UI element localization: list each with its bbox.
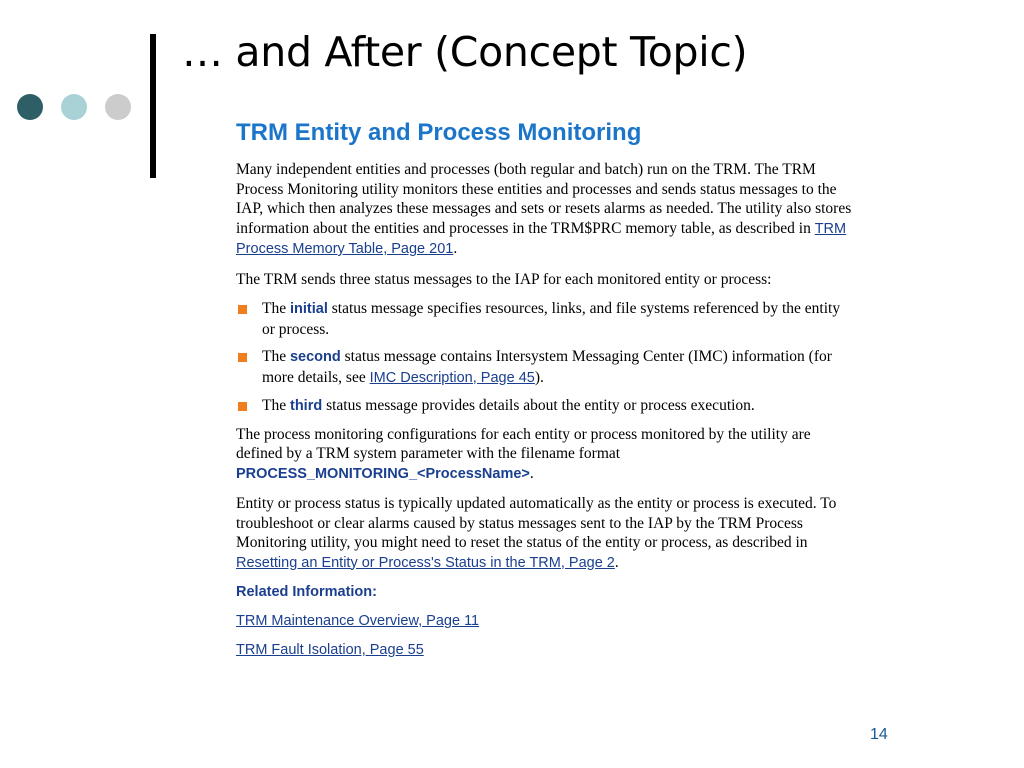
link-imc-description[interactable]: IMC Description, Page 45 — [369, 369, 535, 386]
paragraph-configuration-text: The process monitoring configurations for each entity or process monitored by the utility are defined by a TRM system parameter with the filename format — [236, 425, 811, 462]
related-information-heading: Related Information: — [236, 584, 377, 600]
list-item-tail: ). — [534, 368, 544, 386]
related-link-fault-isolation[interactable]: TRM Fault Isolation, Page 55 — [236, 642, 424, 658]
paragraph-troubleshoot — [236, 494, 856, 573]
slide-number: 14 — [870, 726, 888, 743]
paragraph-intro — [236, 160, 856, 260]
list-item-text: status message contains Intersystem Messaging Center (IMC) information (for more details, see — [262, 348, 832, 386]
keyword-third: third — [289, 398, 323, 414]
list-item-text: The — [262, 397, 290, 414]
list-item-initial — [236, 299, 856, 339]
decorative-dots — [17, 94, 137, 122]
related-link-maintenance-overview[interactable]: TRM Maintenance Overview, Page 11 — [236, 613, 480, 629]
bullet-square-icon — [238, 402, 247, 411]
list-item-text: The — [262, 300, 290, 317]
paragraph-troubleshoot-tail: . — [614, 553, 619, 571]
list-item-second — [236, 347, 856, 388]
paragraph-configuration — [236, 425, 856, 485]
paragraph-troubleshoot-text: Entity or process status is typically updated automatically as the entity or process is executed. To troubleshoot or clear alarms caused by status messages sent to the IAP by the TRM Process Monitoring utility, you might need to reset the status of the entity or process, as described in — [236, 495, 837, 551]
title-divider-bar — [150, 34, 156, 178]
slide-title: … and After (Concept Topic) — [182, 28, 748, 76]
keyword-initial: initial — [289, 301, 328, 317]
link-trm-process-memory-table[interactable]: TRM Process Memory Table, Page 201 — [236, 220, 847, 257]
bullet-square-icon — [238, 353, 247, 362]
paragraph-intro-tail: . — [453, 240, 458, 257]
dot-dark-teal-icon — [17, 94, 43, 120]
list-item-third — [236, 396, 856, 417]
list-item-text: The — [262, 348, 290, 365]
bullet-square-icon — [238, 305, 247, 314]
paragraph-status-messages: The TRM sends three status messages to the IAP for each monitored entity or process: — [236, 270, 772, 288]
document-excerpt — [236, 118, 856, 670]
status-message-list — [236, 299, 856, 417]
paragraph-configuration-tail: . — [529, 464, 534, 482]
filename-format-code: PROCESS_MONITORING_<ProcessName> — [236, 465, 530, 482]
dot-light-teal-icon — [61, 94, 87, 120]
paragraph-intro-text: Many independent entities and processes (both regular and batch) run on the TRM. The TRM Process Monitoring utility monitors these entities and processes and sends status messages to the IAP, which then analyzes these messages and sets or resets alarms as needed. The utility also stores information about the entities and processes in the TRM$PRC memory table, as described in — [236, 161, 852, 237]
document-heading: TRM Entity and Process Monitoring — [236, 119, 642, 146]
list-item-text: status message provides details about the entity or process execution. — [322, 397, 755, 414]
link-resetting-entity-status[interactable]: Resetting an Entity or Process's Status in the TRM, Page 2 — [236, 554, 615, 571]
dot-gray-icon — [105, 94, 131, 120]
list-item-text: status message specifies resources, links, and file systems referenced by the entity or process. — [262, 300, 841, 338]
keyword-second: second — [289, 349, 341, 365]
